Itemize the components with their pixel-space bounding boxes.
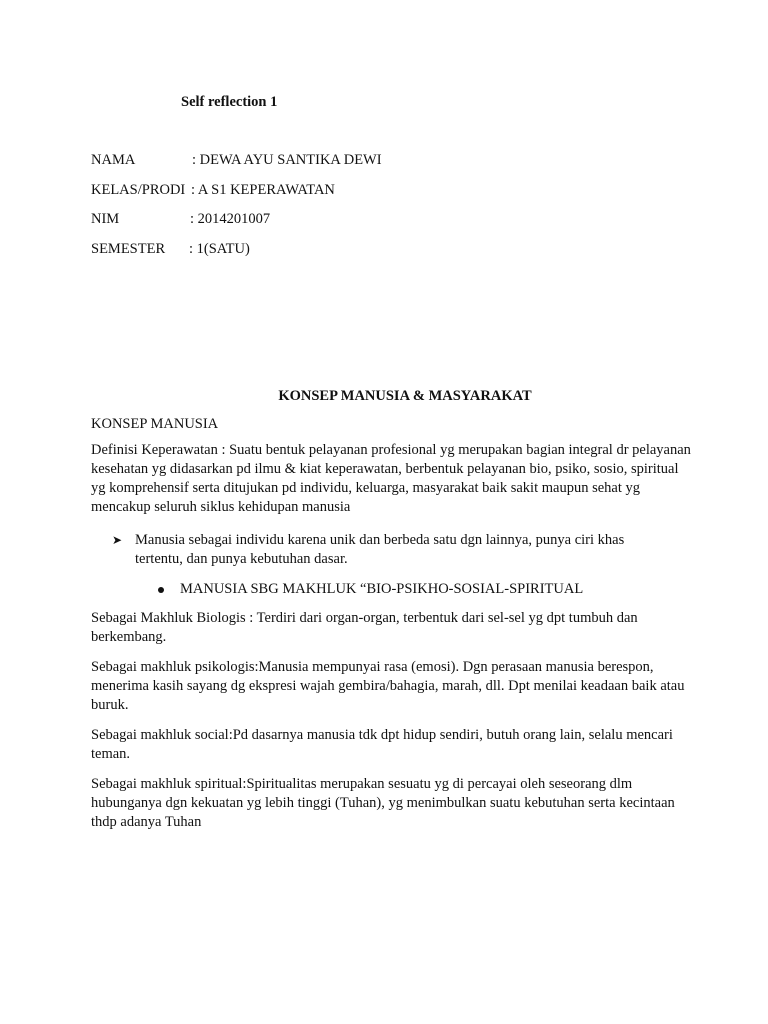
identity-value: : 2014201007 <box>190 211 271 227</box>
identity-value: : 1(SATU) <box>189 241 250 257</box>
body-paragraph-social: Sebagai makhluk social:Pd dasarnya manusia tdk dpt hidup sendiri, butuh orang lain, selalu mencari teman. <box>91 727 673 762</box>
body-paragraph-psikologis: Sebagai makhluk psikologis:Manusia mempunyai rasa (emosi). Dgn perasaan manusia berespon, menerima kasih sayang dg ekspresi wajah gembira/bahagia, marah, dll. Dpt menilai keadaan baik atau buruk. <box>91 659 685 713</box>
identity-label: NIM <box>91 211 120 227</box>
identity-value: : A S1 KEPERAWATAN <box>191 182 335 198</box>
arrow-list-text: Manusia sebagai individu karena unik dan berbeda satu dgn lainnya, punya ciri khas tertentu, dan punya kebutuhan dasar. <box>135 532 625 567</box>
document-title: Self reflection 1 <box>181 94 278 110</box>
identity-label: KELAS/PRODI <box>91 182 186 198</box>
identity-label: NAMA <box>91 152 136 168</box>
body-paragraph-biologis: Sebagai Makhluk Biologis : Terdiri dari organ-organ, terbentuk dari sel-sel yg dpt tumbuh dan berkembang. <box>91 610 638 645</box>
bullet-list-text: MANUSIA SBG MAKHLUK “BIO-PSIKHO-SOSIAL-SPIRITUAL <box>180 581 584 597</box>
identity-label: SEMESTER <box>91 241 166 257</box>
arrow-bullet-icon: ➤ <box>112 533 123 547</box>
bullet-dot-icon <box>158 587 164 593</box>
definition-paragraph: Definisi Keperawatan : Suatu bentuk pelayanan profesional yg merupakan bagian integral dr pelayanan kesehatan yg didasarkan pd ilmu & kiat keperawatan, berbentuk pelayanan bio, psiko, sosio, spiritual yg komprehensif serta ditujukan pd individu, keluarga, masyarakat baik sakit maupun sehat yg mencakup seluruh siklus kehidupan manusia <box>91 442 691 515</box>
body-paragraph-spiritual: Sebagai makhluk spiritual:Spiritualitas merupakan sesuatu yg di percayai oleh seseorang dlm hubunganya dgn kekuatan yg lebih tinggi (Tuhan), yg menimbulkan suatu kebutuhan serta kecintaan thdp adanya Tuhan <box>91 776 675 830</box>
identity-value: : DEWA AYU SANTIKA DEWI <box>192 152 382 168</box>
subheading: KONSEP MANUSIA <box>91 416 219 432</box>
section-heading: KONSEP MANUSIA & MASYARAKAT <box>278 388 532 404</box>
